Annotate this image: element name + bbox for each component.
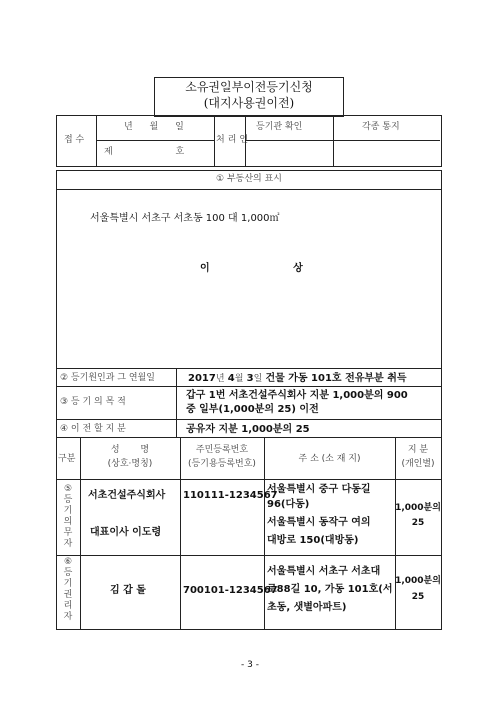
obligor-label-char: 의 xyxy=(63,517,73,527)
obligor-share-line2: 25 xyxy=(411,518,425,528)
purpose-line2: 중 일부(1,000분의 25) 이전 xyxy=(186,404,319,415)
obligor-company-name: 서초건설주식회사 xyxy=(88,490,166,501)
holder-label xyxy=(62,557,74,623)
cause-month-unit: 월 xyxy=(234,374,244,384)
notice-label: 각종 통지 xyxy=(362,122,400,132)
obligor-share-line1: 1,000분의 xyxy=(395,503,441,513)
cause-text: 건물 가동 101호 전유부분 취득 xyxy=(265,373,407,384)
holder-address-line2: 로88길 10, 가동 101호(서 xyxy=(267,584,393,595)
cause-day-unit: 일 xyxy=(253,374,263,384)
receipt-label: 접 수 xyxy=(64,135,85,145)
title-line1: 소유권일부이전등기신청 xyxy=(185,80,313,94)
obligor-label xyxy=(62,484,74,550)
purpose-label: ③ 등 기 의 목 적 xyxy=(60,397,126,407)
obligor-rep-address-line2: 대방로 150(대방동) xyxy=(267,535,359,546)
obligor-company-address-line1: 서울특별시 중구 다동길 xyxy=(267,484,371,495)
holder-address-line1: 서울특별시 서초구 서초대 xyxy=(267,566,381,577)
handler-label: 처리인 xyxy=(216,135,252,145)
holder-label-char: 기 xyxy=(63,579,73,589)
cause-year: 2017 xyxy=(188,373,216,384)
obligor-label-char: 자 xyxy=(63,539,73,549)
property-address: 서울특별시 서초구 서초동 100 대 1,000㎡ xyxy=(90,213,280,224)
cause-label: ② 등기원인과 그 연월일 xyxy=(60,373,155,383)
obligor-company-address-line2: 96(다동) xyxy=(267,499,310,510)
holder-label-char: 자 xyxy=(63,612,73,622)
holder-label-char: 등 xyxy=(63,568,73,578)
purpose-line1: 갑구 1번 서초건설주식회사 지분 1,000분의 900 xyxy=(186,390,408,401)
obligor-rep-address-line1: 서울특별시 동작구 여의 xyxy=(267,517,371,528)
name-header-line2: (상호·명칭) xyxy=(107,459,153,469)
id-header-line1: 주민등록번호 xyxy=(195,445,249,455)
obligor-representative: 대표이사 이도령 xyxy=(90,527,162,538)
id-header-line2: (등기용등록번호) xyxy=(188,459,256,469)
holder-reg-no: 700101-1234567 xyxy=(183,585,278,596)
registrar-check-label: 등기관 확인 xyxy=(256,122,303,132)
transfer-share-value: 공유자 지분 1,000분의 25 xyxy=(186,424,310,435)
obligor-label-char: 등 xyxy=(63,495,73,505)
obligor-label-char: 기 xyxy=(63,506,73,516)
cause-day: 3 xyxy=(246,373,254,384)
holder-label-char: ⑥ xyxy=(63,557,73,567)
holder-label-char: 권 xyxy=(63,590,73,600)
cause-month: 4 xyxy=(227,373,235,384)
obligor-label-char: ⑤ xyxy=(63,484,73,494)
holder-share-line2: 25 xyxy=(411,592,425,602)
property-end-mark: 이 상 xyxy=(200,263,303,274)
holder-label-char: 리 xyxy=(63,601,73,611)
receipt-number-label: 제 호 xyxy=(104,147,185,157)
transfer-share-label: ④ 이 전 할 지 분 xyxy=(60,424,126,434)
property-section-title: ① 부동산의 표시 xyxy=(216,174,282,184)
holder-share-line1: 1,000분의 xyxy=(395,576,441,586)
cause-year-unit: 년 xyxy=(215,374,225,384)
obligor-label-char: 무 xyxy=(63,528,73,538)
holder-address-line3: 초동, 샛별아파트) xyxy=(267,602,347,613)
holder-name: 김 갑 돌 xyxy=(110,585,146,596)
receipt-date-label: 년 월 일 xyxy=(124,122,184,132)
name-header-line1: 성 명 xyxy=(110,445,150,455)
share-header-line1: 지 분 xyxy=(407,445,429,455)
address-header: 주 소 (소 재 지) xyxy=(298,454,361,464)
category-header: 구분 xyxy=(58,454,76,464)
page-number: - 3 - xyxy=(241,660,259,670)
share-header-line2: (개인별) xyxy=(401,459,435,469)
obligor-company-reg-no: 110111-1234567 xyxy=(183,490,278,501)
title-line2: (대지사용권이전) xyxy=(203,96,295,110)
cause-date xyxy=(188,373,407,385)
